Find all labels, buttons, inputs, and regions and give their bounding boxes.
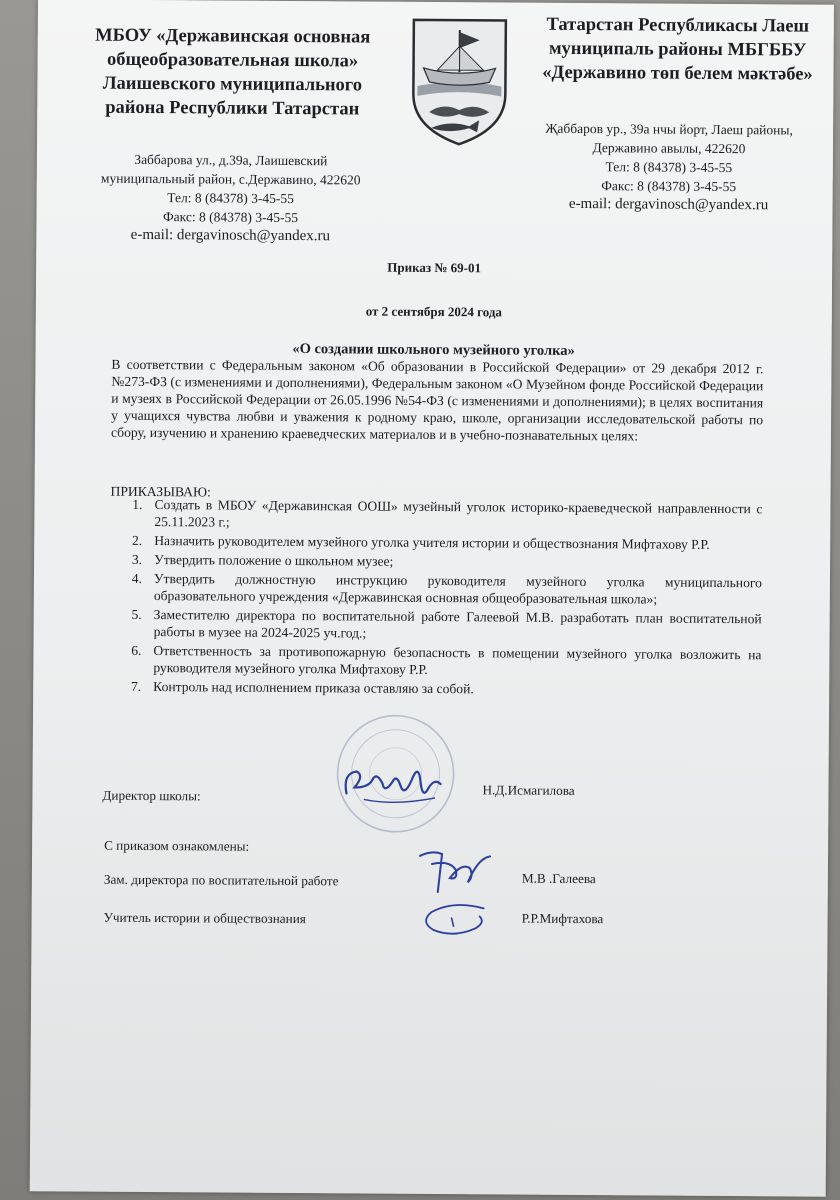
header-russian	[75, 23, 390, 121]
address-phone: Тел: 8 (84378) 3-45-55	[167, 190, 294, 207]
order-item	[114, 551, 762, 573]
header-line: «Державино төп белем мәктәбе»	[542, 62, 813, 85]
item-text: Ответственность за противопожарную безопасность в помещении музейного уголка возложить на руководителя музейного уголка Мифтахову Р.Р.	[153, 643, 762, 677]
header-line: Татарстан Республикасы Лаеш	[546, 14, 810, 37]
order-item	[114, 496, 762, 535]
teacher-name: Р.Р.Мифтахова	[521, 910, 604, 927]
order-item	[113, 678, 761, 700]
item-text: Заместителю директора по воспитательной работе Галеевой М.В. разработать план воспитательной работы в музее на 2024-2025 уч.год.;	[153, 607, 762, 641]
order-subject: «О создании школьного музейного уголка»	[292, 341, 575, 359]
address-tatar	[519, 119, 820, 216]
address-fax: Факс: 8 (84378) 3-45-55	[162, 209, 299, 226]
order-item	[114, 532, 762, 554]
item-text: Утвердить должностную инструкцию руководителя музейного уголка муниципального образовательного учреждения «Державинская основная общеобразовательная школа»;	[153, 571, 763, 607]
coat-of-arms-icon	[409, 16, 510, 149]
teacher-role: Учитель истории и обществознания	[103, 909, 306, 927]
header-line: общеобразовательная школа»	[106, 49, 359, 72]
item-number: 2.	[131, 532, 143, 548]
item-text: Назначить руководителем музейного уголка учителя истории и обществознания Мифтахову Р.Р.	[154, 533, 710, 552]
address-phone: Тел: 8 (84378) 3-45-55	[605, 159, 733, 176]
deputy-signature-icon	[412, 842, 502, 899]
director-signature-icon	[334, 753, 454, 816]
address-fax: Факс: 8 (84378) 3-45-55	[601, 178, 737, 195]
item-number: 4.	[131, 570, 143, 586]
header-line: МБОУ «Державинская основная	[95, 25, 371, 48]
item-number: 1.	[132, 496, 143, 512]
address-village: Державино авылы, 422620	[592, 140, 746, 157]
address-russian	[80, 150, 381, 247]
order-item	[114, 570, 762, 609]
header-tatar	[527, 13, 827, 87]
address-district: муниципальный район, с.Державино, 422620	[100, 170, 361, 188]
address-email: e-mail: dergavinosch@yandex.ru	[130, 226, 331, 245]
header-line: муниципаль районы МБГББУ	[548, 38, 807, 61]
prikaz-label: ПРИКАЗЫВАЮ:	[110, 483, 211, 500]
deputy-name: М.В .Галеева	[521, 870, 596, 887]
order-item	[113, 642, 761, 681]
address-street: Заббарова ул., д.39а, Лаишевский	[134, 151, 328, 169]
address-street: Җаббаров ур., 39а нчы йорт, Лаеш районы,	[545, 120, 793, 138]
director-name: Н.Д.Исмагилова	[482, 782, 575, 798]
address-email: e-mail: dergavinosch@yandex.ru	[568, 195, 769, 214]
deputy-role: Зам. директора по воспитательной работе	[103, 871, 339, 889]
director-role: Директор школы:	[102, 787, 201, 804]
header-line: района Республики Татарстан	[105, 97, 360, 120]
item-text: Контроль над исполнением приказа оставляю за собой.	[153, 679, 474, 697]
order-items-list	[113, 496, 762, 702]
order-title: Приказ № 69-01	[387, 259, 482, 276]
item-number: 7.	[130, 678, 142, 694]
item-number: 3.	[131, 551, 143, 567]
item-number: 6.	[131, 642, 142, 658]
item-text: Создать в МБОУ «Державинская ООШ» музейный уголок историко-краеведческой направленности с 25.11.2023 г.;	[154, 497, 763, 530]
item-text: Утвердить положение о школьном музее;	[154, 552, 394, 569]
header-line: Лаишевского муниципального	[102, 73, 363, 96]
preamble-paragraph: В соответствии с Федеральным законом «Об образовании в Российской Федерации» от 29 декабря 2012 г. №273-ФЗ (с изменениями и дополнениями), Федеральным законом «О Музейном фонде Российской Федерации и музеях в Российской Федерации от 26.05.1996 №54-ФЗ (с изменениями и дополнениями); в целях воспитания у учащихся чувства любви и уважения к родному краю, школе, организации исследовательской работы по сбору, изучению и хранению краеведческих материалов и в учебно-познавательных целях:	[110, 356, 764, 444]
item-number: 5.	[131, 606, 142, 622]
order-date: от 2 сентября 2024 года	[365, 303, 502, 320]
acknowledged-label: С приказом ознакомлены:	[104, 837, 250, 854]
document-page	[30, 0, 834, 1197]
teacher-signature-icon	[413, 898, 503, 943]
order-item	[114, 606, 762, 645]
